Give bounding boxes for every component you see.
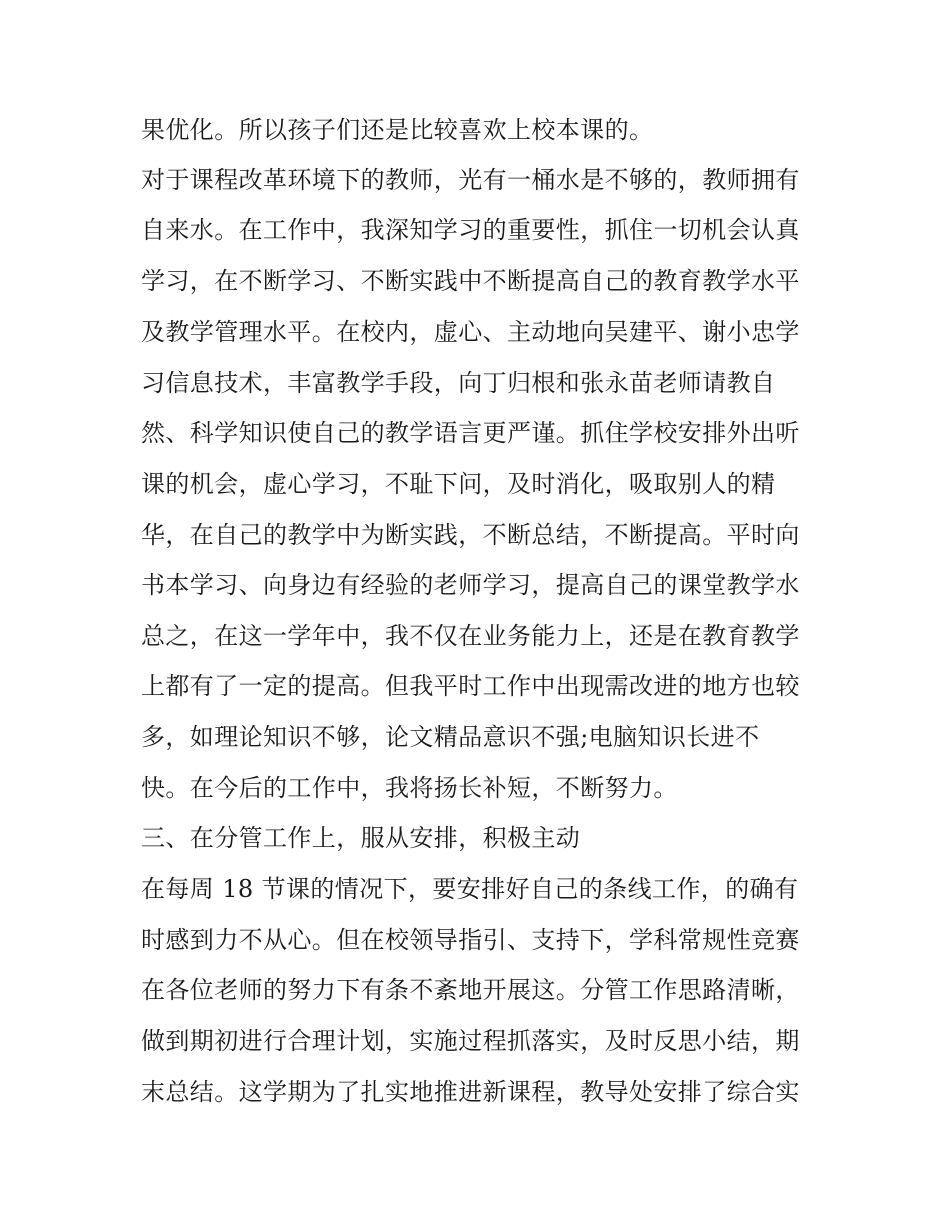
text-line: 及教学管理水平。在校内，虚心、主动地向吴建平、谢小忠学 [141,318,800,346]
text-line: 果优化。所以孩子们还是比较喜欢上校本课的。 [141,116,654,144]
text-line: 然、科学知识使自己的教学语言更严谨。抓住学校安排外出听 [141,419,800,447]
text-line: 末总结。这学期为了扎实地推进新课程，教导处安排了综合实 [141,1078,800,1106]
text-line: 时感到力不从心。但在校领导指引、支持下，学科常规性竞赛 [141,926,800,954]
text-line: 快。在今后的工作中，我将扬长补短，不断努力。 [141,774,678,802]
text-line: 自来水。在工作中，我深知学习的重要性，抓住一切机会认真 [141,216,800,244]
text-line: 在每周 18 节课的情况下，要安排好自己的条线工作，的确有 [141,875,799,903]
text-line: 课的机会，虚心学习，不耻下问，及时消化，吸取别人的精 [141,470,776,498]
section-heading: 三、在分管工作上，服从安排，积极主动 [141,824,581,852]
text-line: 对于课程改革环境下的教师，光有一桶水是不够的，教师拥有 [141,166,800,194]
text-line: 在各位老师的努力下有条不紊地开展这。分管工作思路清晰， [141,976,800,1004]
text-line: 学习，在不断学习、不断实践中不断提高自己的教育教学水平 [141,267,800,295]
text-line: 总之，在这一学年中，我不仅在业务能力上，还是在教育教学 [141,622,800,650]
text-line: 华，在自己的教学中为断实践，不断总结，不断提高。平时向 [141,521,800,549]
text-line: 上都有了一定的提高。但我平时工作中出现需改进的地方也较 [141,672,800,700]
text-line: 做到期初进行合理计划，实施过程抓落实，及时反思小结，期 [141,1027,800,1055]
text-line: 习信息技术，丰富教学手段，向丁归根和张永苗老师请教自 [141,369,776,397]
text-line: 多，如理论知识不够，论文精品意识不强;电脑知识长进不 [141,723,760,751]
text-line: 书本学习、向身边有经验的老师学习，提高自己的课堂教学水 [141,571,800,599]
